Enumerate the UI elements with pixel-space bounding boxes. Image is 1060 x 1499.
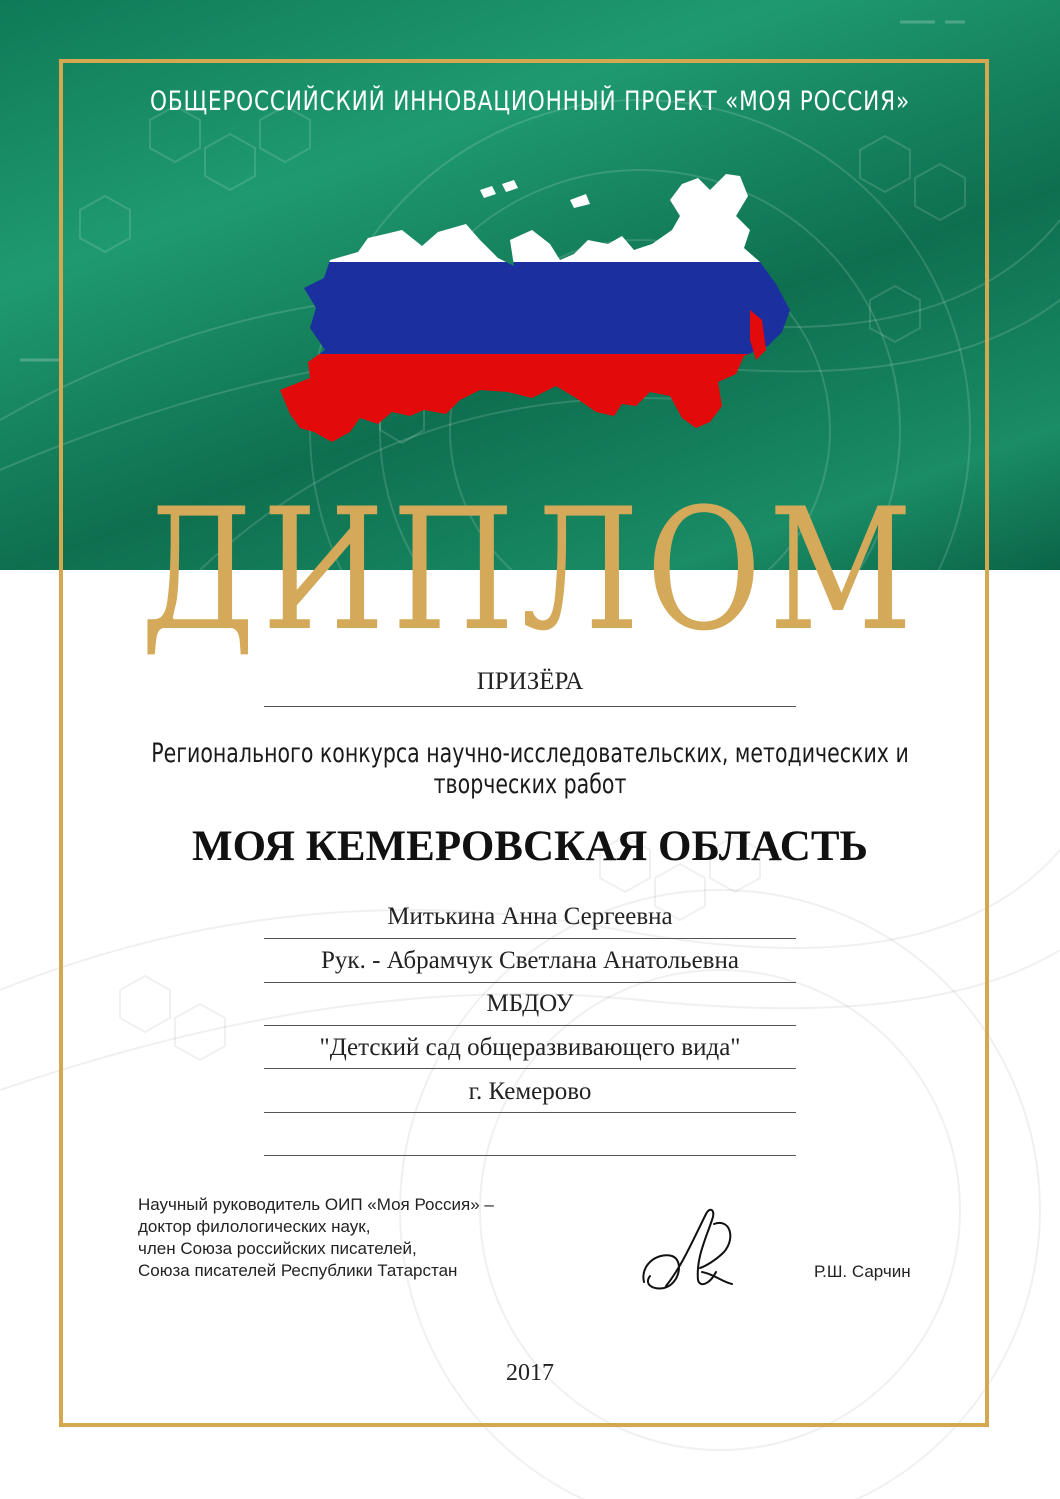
organization-name: "Детский сад общеразвивающего вида" bbox=[319, 1034, 741, 1061]
city-underline bbox=[264, 1112, 796, 1113]
recipient-name-underline bbox=[264, 938, 796, 939]
handwritten-signature bbox=[636, 1200, 746, 1310]
flag-red-stripe bbox=[270, 354, 800, 450]
supervisor-name: Рук. - Абрамчук Светлана Анатольевна bbox=[321, 947, 739, 974]
signatory-line: доктор филологических наук, bbox=[138, 1217, 371, 1236]
recipient-name: Митькина Анна Сергеевна bbox=[387, 903, 673, 930]
signatory-line: Научный руководитель ОИП «Моя Россия» – bbox=[138, 1195, 494, 1214]
flag-blue-stripe bbox=[270, 262, 800, 354]
city: г. Кемерово bbox=[468, 1078, 592, 1105]
organization-type: МБДОУ bbox=[486, 990, 574, 1017]
organization-name-underline bbox=[264, 1068, 796, 1069]
empty-line bbox=[264, 1155, 796, 1156]
project-title: ОБЩЕРОССИЙСКИЙ ИННОВАЦИОННЫЙ ПРОЕКТ «МОЯ РОССИЯ» bbox=[150, 86, 910, 117]
year: 2017 bbox=[506, 1360, 554, 1386]
flag-white-stripe bbox=[270, 160, 800, 262]
contest-title: МОЯ КЕМЕРОВСКАЯ ОБЛАСТЬ bbox=[192, 823, 868, 870]
organization-type-underline bbox=[264, 1025, 796, 1026]
signatory-line: член Союза российских писателей, bbox=[138, 1239, 417, 1258]
award-level: ПРИЗЁРА bbox=[476, 668, 584, 695]
signer-name: Р.Ш. Сарчин bbox=[814, 1262, 911, 1281]
diploma-title: ДИПЛОМ bbox=[140, 472, 920, 668]
award-underline bbox=[264, 706, 796, 707]
contest-name: Регионального конкурса научно-исследовательских, методических и творческих работ bbox=[151, 738, 909, 800]
signatory-line: Союза писателей Республики Татарстан bbox=[138, 1261, 458, 1280]
russia-flag-map-icon bbox=[270, 160, 800, 450]
supervisor-underline bbox=[264, 982, 796, 983]
signatory-credentials bbox=[138, 1194, 598, 1282]
